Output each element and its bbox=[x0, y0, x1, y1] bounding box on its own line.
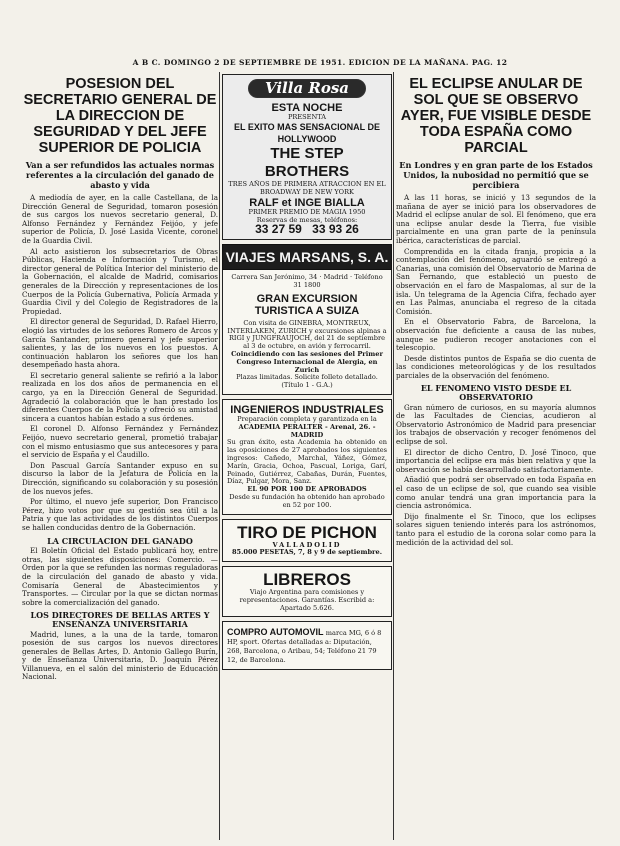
article-paragraph: El coronel D. Alfonso Fernández y Fernández Feijóo, nuevo secretario general, prometió trabajar con el mismo entusiasmo que sus antecesores y para el servicio de España y el Caudillo. bbox=[22, 424, 218, 460]
article-paragraph: A las 11 horas, se inició y 13 segundos de la mañana de ayer se inició para los observadores de Madrid el eclipse anular de sol. El fenómeno, que era una eclipse anular desde la Tierra, fue visible parcialmente en una gran parte de la península ibérica, características de parcial. bbox=[396, 193, 596, 245]
ad-automovil bbox=[222, 621, 392, 669]
column-right bbox=[396, 74, 596, 549]
section-title: EL FENOMENO VISTO DESDE EL OBSERVATORIO bbox=[420, 383, 572, 403]
article-paragraph: El secretario general saliente se refirió a la labor realizada en los dos años de permanencia en el cargo, ya en la Dirección General de Seguridad. Agradeció la colaboración que le han prestado los diferentes Cuerpos de la Policía y ofreció su amistad sincera a cuantos habían estado a sus órdenes. bbox=[22, 370, 218, 423]
column-ads bbox=[222, 74, 392, 674]
ad-marsans-title: VIAJES MARSANS, S. A. bbox=[222, 244, 392, 270]
column-left bbox=[22, 74, 218, 684]
article-paragraph: A mediodía de ayer, en la calle Castellana, de la Dirección General de Seguridad, tomaron posesión de sus cargos los nuevos secretario general, D. Alfonso Fernández y Fernández Feijóo, y jefe superior de Policía, D. José Lasida Vicente, coronel de la Guardia Civil. bbox=[22, 193, 218, 245]
phone-number: 33 27 59 bbox=[255, 221, 302, 236]
article-paragraph: En el Observatorio Fabra, de Barcelona, la observación fue deficiente a causa de las nubes, aunque se pudieron recoger anotaciones con el telescopio. bbox=[396, 317, 596, 353]
ad-line: (Título 1 - G.A.) bbox=[281, 381, 333, 390]
ad-line: PRESENTA bbox=[287, 112, 327, 121]
ad-line: Plazas limitadas. Solicite folleto detallado. bbox=[236, 373, 378, 382]
ad-tiro-pichon bbox=[222, 519, 392, 563]
ad-line: ACADEMIA PERALTER - Arenal, 26. - MADRID bbox=[238, 422, 376, 439]
ad-line: PRIMER PREMIO DE MAGIA 1950 bbox=[248, 207, 366, 216]
section-title: LA CIRCULACION DEL GANADO bbox=[47, 535, 193, 546]
page-header: A B C. DOMINGO 2 DE SEPTIEMBRE DE 1951. EDICION DE LA MAÑANA. PAG. 12 bbox=[132, 58, 508, 67]
ad-line: Su gran éxito, esta Academia ha obtenido en las oposiciones de 27 aprobados los siguientes ingresos: Cañedo, Marchal, Yáñez, Gómez, Marín, Gracia, Ochoa, Pascual, Loriga, Garí, Peinado, Gutiérrez, Cabañas, Durán, Fuentes, Díaz, Pulgar, Mora, Sanz. bbox=[227, 438, 387, 486]
column-rule bbox=[393, 72, 394, 840]
article-paragraph: Añadió que podrá ser observado en toda España en el caso de un eclipse de sol, que cuando sea visible como anular tendrá una gran importancia para la ciencia astronómica. bbox=[396, 475, 596, 511]
article-paragraph: Madrid, lunes, a la una de la tarde, tomaron posesión de sus cargos los nuevos directores generales de Bellas Artes, D. Antonio Gallego Burín, y de Enseñanza Universitaria, D. Joaquín Pérez Villanueva, en el salón del ministerio de Educación Nacional. bbox=[22, 629, 218, 682]
column-rule bbox=[219, 72, 220, 840]
ad-line: TRES AÑOS DE PRIMERA ATRACCION EN EL BROADWAY DE NEW YORK bbox=[228, 180, 386, 197]
ad-line: ESTA NOCHE bbox=[271, 101, 343, 114]
article-paragraph: Por último, el nuevo jefe superior, Don Francisco Pérez, hizo votos por que su gestión sea útil a la Patria y que las actividades de los distintos Cuerpos se hallen conducidas dentro de la Gobernación. bbox=[22, 497, 218, 532]
article-paragraph: El director general de Seguridad, D. Rafael Hierro, elogió las virtudes de los señores Romero de Arcos y García Santander, primero general y jefe superior salientes, y las de los nuevos en los puestos. A continuación hablaron los señores que los han desempeñado hasta ahora. bbox=[22, 317, 218, 370]
ad-line: Carrera San Jerónimo, 34 · Madrid · Teléfono 31 1800 bbox=[231, 273, 383, 289]
ad-libreros bbox=[222, 566, 392, 617]
ad-line: Viajo Argentina para comisiones y representaciones. Garantías. Escribid a: Apartado 5.626. bbox=[239, 588, 375, 612]
ad-line: marca MG, 6 ó 8 HP, sport. Ofertas detalladas a: Diputación, 268, Barcelona, o Aribau, 54; Teléfono 21 79 12, de Barcelona. bbox=[227, 629, 382, 665]
ad-line: Reservas de mesas, teléfonos: bbox=[256, 215, 358, 224]
section-title: LOS DIRECTORES DE BELLAS ARTES Y ENSEÑANZA UNIVERSITARIA bbox=[30, 610, 210, 629]
ad-marsans bbox=[222, 270, 392, 395]
article-headline: EL ECLIPSE ANULAR DE SOL QUE SE OBSERVO AYER, FUE VISIBLE DESDE TODA ESPAÑA COMO PARCIAL bbox=[400, 76, 592, 156]
ad-line: GRAN EXCURSION TURISTICA A SUIZA bbox=[254, 292, 360, 317]
article-paragraph: Al acto asistieron los subsecretarios de Obras Públicas, Hacienda e Información y Turismo, el director general de Política Interior del ministerio de la Gobernación, el alcalde de Madrid, comisarios generales de la Dirección y representaciones de los Cuerpos de la Policía Gubernativa, Policía Armada y Guardia Civil y del Colegio de Registradores de la Propiedad. bbox=[22, 246, 218, 316]
article-paragraph: Desde distintos puntos de España se dio cuenta de las condiciones meteorológicas y de los resultados parciales de la observación del fenómeno. bbox=[396, 353, 596, 380]
article-paragraph: Don Pascual García Santander expuso en su discurso la labor de la Jefatura de Policía en la Dirección, significando su colaboración y su posesión de los nuevos jefes. bbox=[22, 460, 218, 496]
ad-line: VALLADOLID bbox=[272, 540, 342, 549]
article-paragraph: Gran número de curiosos, en su mayoría alumnos de las Facultades de Ciencias, acudieron al Observatorio Astronómico de Madrid para presenciar los trabajos de observación y recoger fenómenos del eclipse de sol. bbox=[396, 402, 596, 447]
ad-line: RALF et INGE BIALLA bbox=[249, 196, 365, 209]
ad-line: Preparación completa y garantizada en la bbox=[237, 414, 377, 423]
ad-line: LIBREROS bbox=[263, 570, 351, 590]
article-paragraph: El director de dicho Centro, D. José Tinoco, que importancia del eclipse era más bien relativa y que la observación se había desarrollado satisfactoriamente. bbox=[396, 447, 596, 474]
article-paragraph: El Boletín Oficial del Estado publicará hoy, entre otras, las siguientes disposiciones: Comercio. — Orden por la que se refunden las normas reguladoras de la circulación del ganado de abasto y vida. Comisaría General de Abastecimientos y Transportes. — Circular por la que se dictan normas sobre la comercialización del ganado. bbox=[22, 546, 218, 607]
villa-rosa-logo: Villa Rosa bbox=[248, 79, 366, 98]
ad-line: TIRO DE PICHON bbox=[237, 522, 377, 542]
article-paragraph: Dijo finalmente el Sr. Tinoco, que los eclipses solares siguen teniendo interés para los astrónomos, tanto para el estudio de la corona solar como para la medición de la actividad del sol. bbox=[396, 511, 596, 547]
ad-line: Con visita de GINEBRA, MONTREUX, INTERLAKEN, ZURICH y excursiones alpinas a RIGI y JUNGFRAUJOCH, del 21 de septiembre al 3 de octubre, en avión y ferrocarril. bbox=[227, 318, 387, 351]
ad-line: COMPRO AUTOMOVIL bbox=[227, 627, 324, 638]
ad-line: 85.000 PESETAS, 7, 8 y 9 de septiembre. bbox=[231, 548, 383, 557]
article-subhead: En Londres y en gran parte de los Estados Unidos, la nubosidad no permitió que se percibiera bbox=[399, 160, 593, 190]
ad-line: THE STEP BROTHERS bbox=[264, 145, 350, 181]
ad-line: INGENIEROS INDUSTRIALES bbox=[230, 403, 384, 416]
ad-line: EL EXITO MAS SENSACIONAL DE HOLLYWOOD bbox=[233, 122, 381, 145]
article-headline: POSESION DEL SECRETARIO GENERAL DE LA DIRECCION DE SEGURIDAD Y DEL JEFE SUPERIOR DE POLICIA bbox=[23, 76, 217, 156]
ad-line: Desde su fundación ha obtenido han aprobado en 52 por 100. bbox=[229, 492, 385, 509]
ad-line: EL 90 POR 100 DE APROBADOS bbox=[247, 485, 367, 494]
ad-villa-rosa bbox=[222, 74, 392, 240]
phone-number: 33 93 26 bbox=[312, 221, 359, 236]
ad-line: Coincidiendo con las sesiones del Primer Congreso Internacional de Alergia, en Zurich bbox=[231, 349, 383, 374]
article-paragraph: Comprendida en la citada franja, propicia a la contemplación del fenómeno, aguardó se entregó a Canarias, una comisión del Observatorio de Marina de San Fernando, que estableció un puesto de observación en el faro de Maspalomas, al sur de la isla. Un telegrama de la Agencia Cifra, fechado ayer en Las Palmas, anunciaba el regreso de la citada Comisión. bbox=[396, 246, 596, 316]
ad-ingenieros bbox=[222, 399, 392, 515]
article-subhead: Van a ser refundidos las actuales normas referentes a la circulación del ganado de abasto y vida bbox=[25, 160, 215, 190]
